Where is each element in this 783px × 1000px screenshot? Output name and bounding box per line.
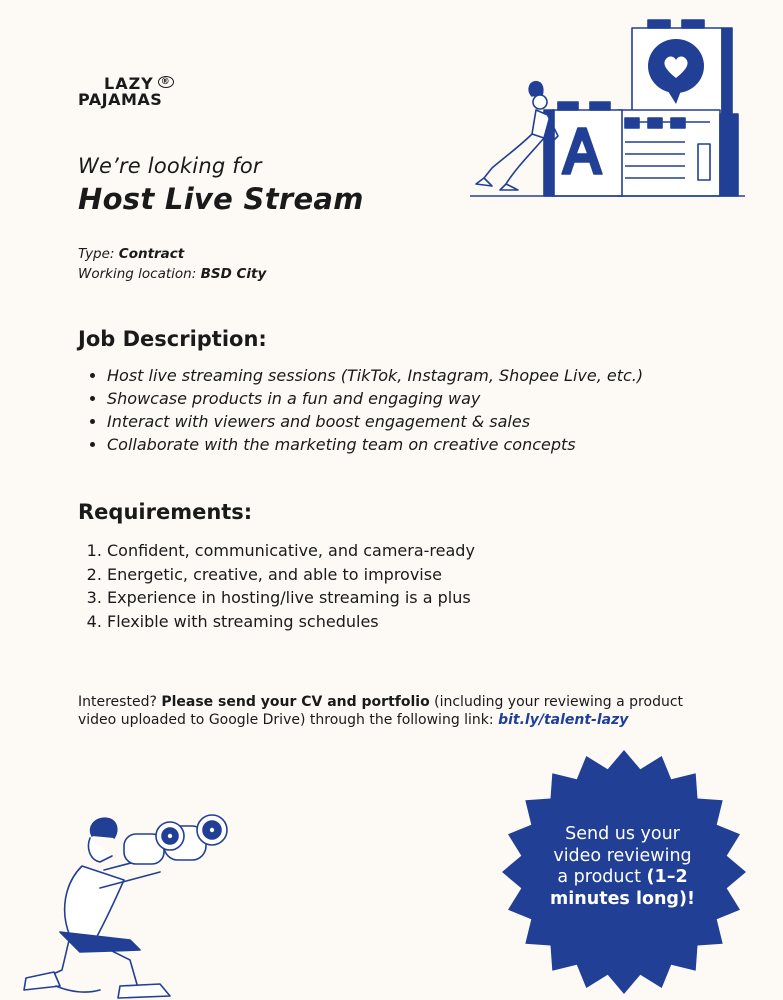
job-description-list xyxy=(88,364,747,456)
cta-bold: Please send your CV and portfolio xyxy=(161,694,430,710)
job-description-heading: Job Description: xyxy=(78,327,267,351)
list-item: 3. Experience in hosting/live streaming is a plus xyxy=(107,586,747,610)
job-type-label: Type: xyxy=(78,246,119,262)
job-type xyxy=(78,246,184,262)
requirements-list xyxy=(88,539,747,633)
application-instructions xyxy=(78,693,718,729)
job-title: Host Live Stream xyxy=(78,182,364,216)
list-item: • Showcase products in a fun and engaging way xyxy=(107,387,747,410)
requirements-heading: Requirements: xyxy=(78,500,253,524)
registered-mark: ® xyxy=(158,76,174,88)
application-link[interactable]: bit.ly/talent-lazy xyxy=(498,712,629,728)
cta-lead: Interested? xyxy=(78,694,162,710)
intro-text: We’re looking for xyxy=(78,154,262,178)
job-location-value: BSD City xyxy=(200,266,267,282)
list-item: • Collaborate with the marketing team on creative concepts xyxy=(107,433,747,456)
list-item: • Host live streaming sessions (TikTok, Instagram, Shopee Live, etc.) xyxy=(107,364,747,387)
job-type-value: Contract xyxy=(118,246,185,262)
job-location-label: Working location: xyxy=(78,266,201,282)
badge-line-3-bold: (1–2 xyxy=(646,867,688,887)
brand-logo xyxy=(78,76,198,108)
man-with-binoculars-illustration xyxy=(20,800,260,1000)
cta-rest: (including your reviewing a product video uploaded to Google Drive) through the following link: xyxy=(78,694,684,728)
logo-line-2: PAJAMAS xyxy=(78,90,163,109)
list-item: 1. Confident, communicative, and camera-ready xyxy=(107,539,747,563)
list-item: • Interact with viewers and boost engagement & sales xyxy=(107,410,747,433)
job-location xyxy=(78,266,266,282)
blocks-illustration xyxy=(470,18,745,198)
badge-line-4-bold: minutes long)! xyxy=(550,888,695,909)
badge-line-3: a product xyxy=(557,867,647,887)
badge-line-1: Send us your xyxy=(565,824,680,844)
badge-text xyxy=(540,824,705,910)
logo-line-1: LAZY xyxy=(104,74,154,93)
list-item: 4. Flexible with streaming schedules xyxy=(107,610,747,634)
list-item: 2. Energetic, creative, and able to improvise xyxy=(107,563,747,587)
badge-line-2: video reviewing xyxy=(553,845,692,866)
